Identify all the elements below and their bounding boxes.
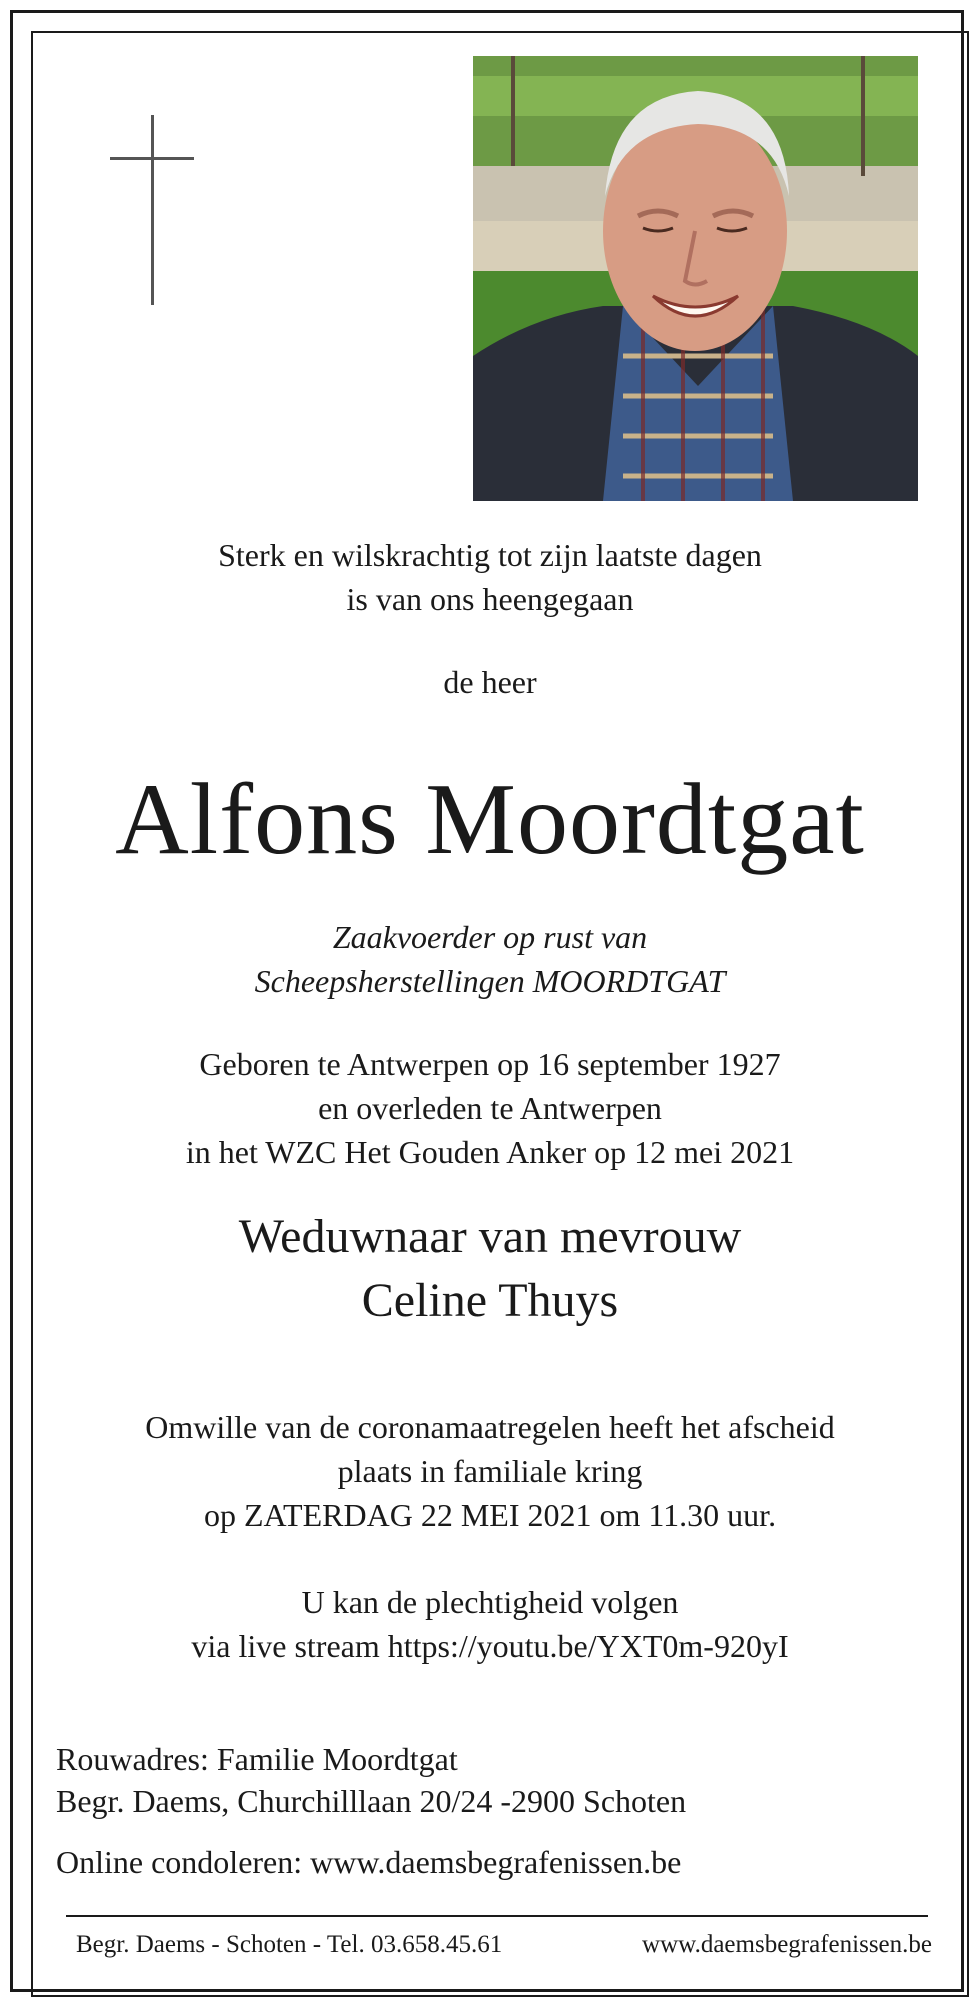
life-dates bbox=[0, 1042, 980, 1174]
honorific bbox=[0, 660, 980, 704]
honorific-text: de heer bbox=[443, 664, 537, 700]
livestream-line: U kan de plechtigheid volgen bbox=[301, 1584, 679, 1620]
mourning-address: Rouwadres: Familie Moordtgat bbox=[56, 1741, 458, 1777]
ceremony-text bbox=[0, 1405, 980, 1537]
dates-line: Geboren te Antwerpen op 16 september 1927 bbox=[199, 1046, 781, 1082]
dates-line: en overleden te Antwerpen bbox=[318, 1090, 662, 1126]
ceremony-line: plaats in familiale kring bbox=[337, 1453, 643, 1489]
undertaker-address: Begr. Daems, Churchilllaan 20/24 -2900 Schoten bbox=[56, 1783, 687, 1819]
footer-divider bbox=[66, 1915, 928, 1917]
role-line: Scheepsherstellingen MOORDTGAT bbox=[254, 963, 726, 999]
deceased-name bbox=[0, 760, 980, 880]
widower-text bbox=[0, 1205, 980, 1333]
widower-line: Celine Thuys bbox=[361, 1274, 619, 1327]
intro-text bbox=[0, 533, 980, 621]
livestream-text bbox=[0, 1580, 980, 1668]
role-line: Zaakvoerder op rust van bbox=[332, 919, 648, 955]
footer-contact: Begr. Daems - Schoten - Tel. 03.658.45.61 bbox=[76, 1931, 503, 1958]
ceremony-line: Omwille van de coronamaatregelen heeft het afscheid bbox=[145, 1409, 835, 1445]
dates-line: in het WZC Het Gouden Anker op 12 mei 2021 bbox=[185, 1134, 795, 1170]
intro-line: Sterk en wilskrachtig tot zijn laatste dagen bbox=[218, 537, 762, 573]
online-condolences[interactable]: Online condoleren: www.daemsbegrafenissen.be bbox=[56, 1844, 682, 1880]
ceremony-line: op ZATERDAG 22 MEI 2021 om 11.30 uur. bbox=[203, 1497, 777, 1533]
portrait-photo bbox=[473, 56, 918, 501]
cross-icon bbox=[110, 115, 194, 305]
role-text bbox=[0, 915, 980, 1003]
footer-website[interactable]: www.daemsbegrafenissen.be bbox=[642, 1931, 932, 1958]
name-text: Alfons Moordtgat bbox=[115, 763, 865, 876]
livestream-link[interactable]: via live stream https://youtu.be/YXT0m-920yI bbox=[191, 1628, 789, 1664]
widower-line: Weduwnaar van mevrouw bbox=[238, 1210, 742, 1263]
intro-line: is van ons heengegaan bbox=[346, 581, 634, 617]
